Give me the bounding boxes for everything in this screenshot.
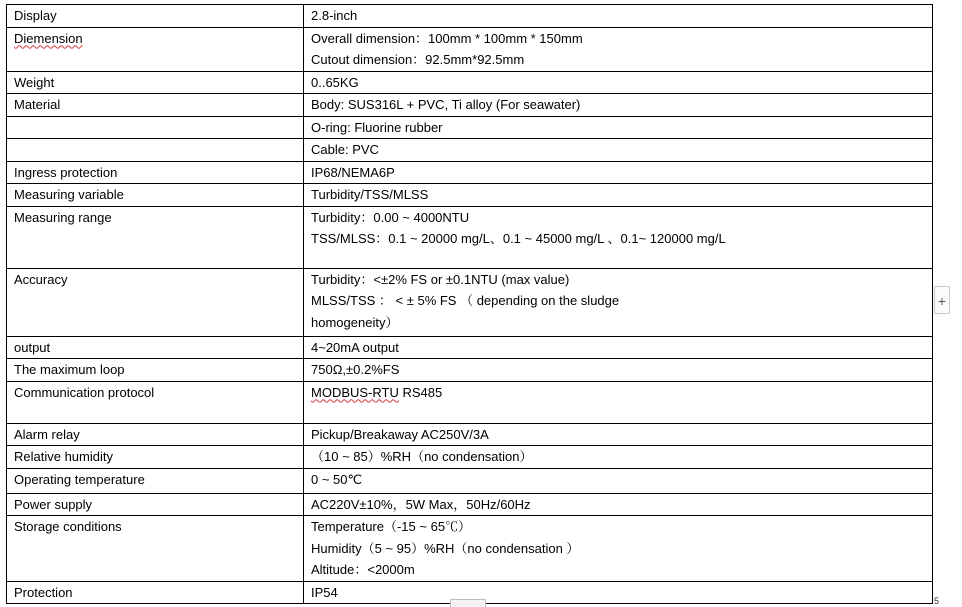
spec-label-cell[interactable] <box>7 116 304 139</box>
spec-label-cell[interactable] <box>7 423 304 446</box>
spec-value-cell[interactable] <box>304 446 933 469</box>
spec-value-line: Overall dimension：100mm * 100mm * 150mm <box>311 30 583 46</box>
spec-label-cell[interactable] <box>7 268 304 336</box>
spec-label <box>14 28 303 50</box>
spec-label: Material <box>14 97 61 112</box>
spec-label: Operating temperature <box>14 471 145 487</box>
spec-value-line: TSS/MLSS：0.1 ~ 20000 mg/L、0.1 ~ 45000 mg/L 、0.1~ 120000 mg/L <box>311 231 726 246</box>
spec-label: Measuring variable <box>14 187 124 202</box>
spec-value-line: homogeneity） <box>311 314 399 330</box>
table-row <box>7 493 933 516</box>
spec-label-cell[interactable] <box>7 206 304 268</box>
spec-value-cell[interactable] <box>304 116 933 139</box>
spec-value-line: Humidity（5 ~ 95）%RH（no condensation ） <box>311 540 580 556</box>
spec-value-cell[interactable] <box>304 336 933 359</box>
spec-label: Display <box>14 8 57 23</box>
plus-icon[interactable]: + <box>937 293 947 309</box>
spec-label: Accuracy <box>14 271 68 287</box>
spec-value-cell[interactable] <box>304 268 933 336</box>
spec-value-cell[interactable] <box>304 94 933 117</box>
spec-label-cell[interactable] <box>7 71 304 94</box>
table-row <box>7 27 933 71</box>
spec-label: output <box>14 339 51 355</box>
spec-label-cell[interactable] <box>7 516 304 582</box>
spec-value-cell[interactable] <box>304 71 933 94</box>
add-row-button[interactable] <box>934 286 950 314</box>
spec-value-cell[interactable] <box>304 161 933 184</box>
table-row <box>7 184 933 207</box>
spec-value-line: Turbidity/TSS/MLSS <box>311 187 429 202</box>
spec-label-cell[interactable] <box>7 336 304 359</box>
spec-value-cell[interactable] <box>304 468 933 493</box>
spec-value-line: Turbidity：0.00 ~ 4000NTU <box>311 209 470 225</box>
page-number: 5 <box>934 596 940 606</box>
spec-value-line: O-ring: Fluorine rubber <box>311 119 443 135</box>
spec-value-line: 0 ~ 50℃ <box>311 471 363 487</box>
table-row <box>7 359 933 382</box>
spec-value-cell[interactable] <box>304 581 933 604</box>
spec-value-cell[interactable] <box>304 423 933 446</box>
table-row <box>7 468 933 493</box>
spec-label-cell[interactable] <box>7 161 304 184</box>
spec-value-cell[interactable] <box>304 359 933 382</box>
spec-value-line: AC220V±10%，5W Max，50Hz/60Hz <box>311 496 531 512</box>
spec-label-cell[interactable] <box>7 139 304 162</box>
table-row <box>7 268 933 336</box>
spec-value-cell[interactable] <box>304 381 933 423</box>
spec-label-cell[interactable] <box>7 493 304 516</box>
table-row <box>7 206 933 268</box>
spec-value-line: Turbidity：<±2% FS or ±0.1NTU (max value) <box>311 271 570 287</box>
spec-label-cell[interactable] <box>7 581 304 604</box>
spec-value-line: IP68/NEMA6P <box>311 164 395 180</box>
spec-label: Measuring range <box>14 209 112 225</box>
spec-table <box>6 4 933 604</box>
spec-value-line: MODBUS-RTU RS485 <box>311 384 443 400</box>
spec-label-cell[interactable] <box>7 381 304 423</box>
spec-value-line: Body: SUS316L + PVC, Ti alloy (For seawater) <box>311 97 581 112</box>
spec-value-line: Temperature（-15 ~ 65℃） <box>311 519 472 534</box>
table-row <box>7 94 933 117</box>
spec-label: The maximum loop <box>14 362 125 377</box>
spec-value-line: Pickup/Breakaway AC250V/3A <box>311 426 489 442</box>
spec-value-cell[interactable] <box>304 184 933 207</box>
spec-value-line: MLSS/TSS ： < ± 5% FS （ depending on the sludge <box>311 293 620 308</box>
spec-value-line: Cutout dimension：92.5mm*92.5mm <box>311 52 525 67</box>
spec-label-cell[interactable] <box>7 359 304 382</box>
table-row <box>7 423 933 446</box>
spec-value-cell[interactable] <box>304 516 933 582</box>
spec-value-line: IP54 <box>311 584 338 600</box>
spec-table-body <box>7 5 933 604</box>
spec-label: Protection <box>14 584 73 600</box>
table-row <box>7 336 933 359</box>
spec-value-cell[interactable] <box>304 5 933 28</box>
spec-value-line: 750Ω,±0.2%FS <box>311 362 400 377</box>
table-row <box>7 381 933 423</box>
table-row <box>7 161 933 184</box>
spec-label: Power supply <box>14 496 93 512</box>
spec-value-line: Cable: PVC <box>311 142 379 157</box>
spec-value-line: （10 ~ 85）%RH（no condensation） <box>311 449 533 464</box>
spec-label: Ingress protection <box>14 164 118 180</box>
spec-label: Relative humidity <box>14 449 113 464</box>
spec-value-cell[interactable] <box>304 493 933 516</box>
spellcheck-underline[interactable]: Diemension <box>14 30 83 46</box>
spec-label: Communication protocol <box>14 384 155 400</box>
spec-label: Storage conditions <box>14 519 122 534</box>
spec-label-cell[interactable] <box>7 94 304 117</box>
spec-label: Alarm relay <box>14 426 80 442</box>
spec-label-cell[interactable] <box>7 468 304 493</box>
spec-label-cell[interactable] <box>7 446 304 469</box>
spec-value-cell[interactable] <box>304 206 933 268</box>
table-row <box>7 116 933 139</box>
spec-label-cell[interactable] <box>7 5 304 28</box>
table-row <box>7 516 933 582</box>
spec-label-cell[interactable] <box>7 27 304 71</box>
table-row <box>7 139 933 162</box>
spec-value-line: 0..65KG <box>311 74 359 90</box>
spec-label-cell[interactable] <box>7 184 304 207</box>
spec-value-cell[interactable] <box>304 139 933 162</box>
table-row <box>7 446 933 469</box>
spec-value-line: 4~20mA output <box>311 339 399 355</box>
spec-value-line: Altitude：<2000m <box>311 562 415 577</box>
spec-label: Weight <box>14 74 55 90</box>
spec-value-cell[interactable] <box>304 27 933 71</box>
spec-value-line: 2.8-inch <box>311 8 358 23</box>
spellcheck-underline[interactable]: MODBUS-RTU <box>311 384 399 400</box>
table-row <box>7 71 933 94</box>
table-row <box>7 5 933 28</box>
